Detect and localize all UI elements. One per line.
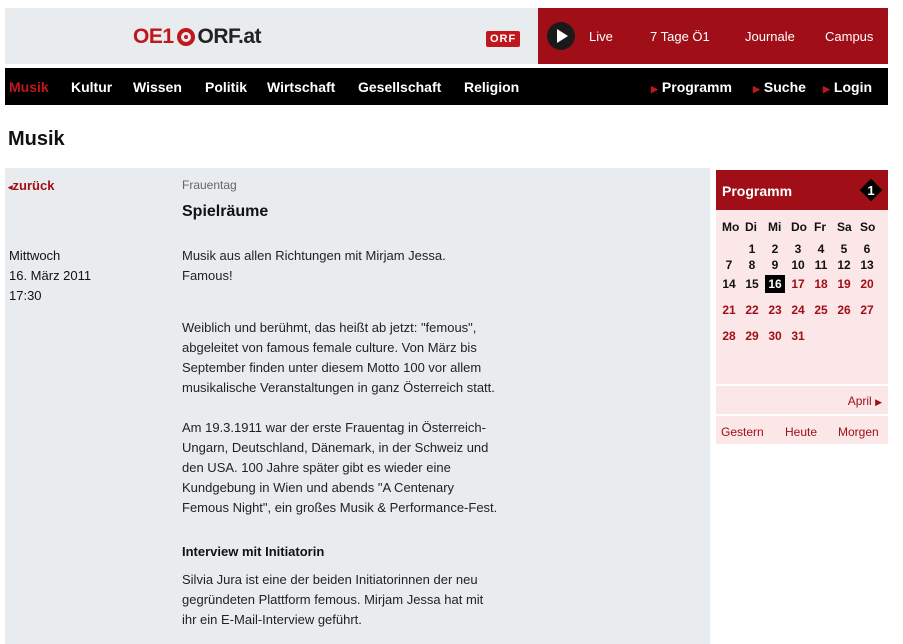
intro-line: Musik aus allen Richtungen mit Mirjam Jessa.	[182, 248, 446, 263]
link-heute[interactable]: Heute	[785, 425, 818, 439]
calendar-day[interactable]: 27	[860, 303, 874, 317]
calendar-day[interactable]: 30	[768, 329, 782, 343]
calendar-day[interactable]: 8	[748, 258, 756, 272]
calendar-day[interactable]: 2	[771, 242, 779, 256]
calendar-day[interactable]: 29	[745, 329, 759, 343]
time: 17:30	[9, 288, 42, 303]
channel-number: 1	[867, 183, 875, 198]
text-line: musikalische Veranstaltungen in ganz Österreich statt.	[182, 380, 495, 395]
text-line: ihr ein E-Mail-Interview geführt.	[182, 612, 362, 627]
calendar-day[interactable]: 17	[791, 277, 805, 291]
calendar-weekday: Sa	[837, 220, 852, 234]
arrow-right-icon: ▶	[875, 397, 882, 407]
oe1-diamond-icon	[860, 179, 882, 201]
paragraph-3	[182, 570, 552, 630]
calendar-day[interactable]: 15	[745, 277, 759, 291]
nav-wirtschaft[interactable]: Wirtschaft	[267, 79, 336, 95]
back-link[interactable]	[8, 178, 54, 193]
broadcast-date	[9, 246, 91, 306]
calendar	[716, 210, 888, 384]
calendar-weekday: Mo	[722, 220, 740, 234]
text-line: Weiblich und berühmt, das heißt ab jetzt: "femous",	[182, 320, 477, 335]
calendar-day[interactable]: 12	[837, 258, 851, 272]
logo-orf-text: ORF.at	[197, 25, 262, 48]
calendar-day[interactable]: 20	[860, 277, 874, 291]
text-line: gegründeten Plattform femous. Mirjam Jessa hat mit	[182, 592, 484, 607]
calendar-day[interactable]: 3	[794, 242, 802, 256]
nav-gesellschaft[interactable]: Gesellschaft	[358, 79, 442, 95]
calendar-weekday: Do	[791, 220, 807, 234]
calendar-day[interactable]: 4	[817, 242, 825, 256]
subheading: Interview mit Initiatorin	[182, 544, 325, 559]
calendar-weekday: Di	[745, 220, 757, 234]
nav-programm-label: Programm	[661, 79, 732, 95]
topnav-live[interactable]: Live	[589, 29, 613, 44]
page-title: Musik	[8, 128, 65, 150]
text-line: Silvia Jura ist eine der beiden Initiatorinnen der neu	[182, 572, 478, 587]
main-nav	[5, 68, 888, 105]
next-month-link[interactable]	[848, 394, 882, 408]
category-label: Frauentag	[182, 178, 237, 192]
topnav-campus[interactable]: Campus	[825, 29, 874, 44]
text-line: Ungarn, Deutschland, Dänemark, in der Schweiz und	[182, 440, 489, 455]
link-gestern[interactable]: Gestern	[721, 425, 764, 439]
nav-wissen[interactable]: Wissen	[133, 79, 182, 95]
calendar-day-today[interactable]: 16	[765, 275, 785, 293]
calendar-day[interactable]: 13	[860, 258, 874, 272]
oe1-orf-logo[interactable]	[133, 25, 261, 49]
calendar-day[interactable]: 28	[722, 329, 736, 343]
paragraph-2	[182, 418, 552, 518]
nav-programm[interactable]	[651, 79, 732, 95]
text-line: den USA. 100 Jahre später gibt es wieder eine	[182, 460, 451, 475]
nav-login[interactable]	[823, 79, 872, 95]
calendar-day[interactable]: 21	[722, 303, 736, 317]
calendar-day[interactable]: 14	[722, 277, 736, 291]
calendar-day[interactable]: 23	[768, 303, 782, 317]
calendar-day[interactable]: 6	[863, 242, 871, 256]
paragraph-1	[182, 318, 552, 398]
arrow-left-icon: ◂	[8, 182, 13, 192]
calendar-day[interactable]: 5	[840, 242, 848, 256]
text-line: Am 19.3.1911 war der erste Frauentag in Österreich-	[182, 420, 486, 435]
back-label: zurück	[12, 178, 55, 193]
calendar-day[interactable]: 25	[814, 303, 828, 317]
logo-oe1-text: OE1	[133, 25, 174, 48]
nav-politik[interactable]: Politik	[205, 79, 248, 95]
calendar-day[interactable]: 18	[814, 277, 828, 291]
calendar-day[interactable]: 11	[814, 258, 828, 272]
top-nav	[538, 8, 888, 64]
topnav-7tage[interactable]: 7 Tage Ö1	[650, 29, 710, 44]
orf-ring-icon	[177, 28, 195, 46]
date: 16. März 2011	[9, 268, 92, 283]
calendar-day[interactable]: 22	[745, 303, 759, 317]
calendar-day[interactable]: 10	[791, 258, 805, 272]
calendar-day[interactable]: 26	[837, 303, 851, 317]
text-line: Kundgebung in Wien und abends "A Centenary	[182, 480, 455, 495]
nav-musik[interactable]: Musik	[9, 79, 49, 95]
programm-header[interactable]	[716, 170, 888, 210]
calendar-day[interactable]: 1	[748, 242, 756, 256]
calendar-weekday: So	[860, 220, 876, 234]
programm-widget	[716, 170, 888, 444]
text-line: Femous Night", ein großes Musik & Performance-Fest.	[182, 500, 498, 515]
nav-kultur[interactable]: Kultur	[71, 79, 113, 95]
orf-badge[interactable]: ORF	[486, 31, 520, 47]
arrow-right-icon: ▶	[651, 84, 658, 94]
nav-login-label: Login	[833, 79, 873, 95]
link-morgen[interactable]: Morgen	[838, 425, 879, 439]
day-links-row	[716, 414, 888, 444]
intro-line: Famous!	[182, 268, 233, 283]
text-line: abgeleitet von famous female culture. Von März bis	[182, 340, 477, 355]
calendar-day[interactable]: 31	[791, 329, 805, 343]
topnav-journale[interactable]: Journale	[745, 29, 795, 44]
text-line: September finden unter diesem Motto 100 vor allem	[182, 360, 482, 375]
arrow-right-icon: ▶	[823, 84, 830, 94]
next-month-label: April	[847, 394, 872, 408]
show-title: Spielräume	[182, 203, 269, 220]
calendar-day[interactable]: 19	[837, 277, 851, 291]
calendar-day[interactable]: 9	[771, 258, 779, 272]
play-icon[interactable]	[547, 22, 575, 50]
nav-religion[interactable]: Religion	[464, 79, 520, 95]
calendar-day[interactable]: 7	[725, 258, 733, 272]
nav-suche[interactable]	[753, 79, 806, 95]
calendar-weekday: Fr	[814, 220, 826, 234]
weekday: Mittwoch	[9, 248, 61, 263]
programm-title: Programm	[722, 183, 793, 199]
nav-suche-label: Suche	[763, 79, 806, 95]
calendar-weekday: Mi	[768, 220, 782, 234]
intro-paragraph	[182, 246, 552, 286]
next-month-row	[716, 384, 888, 414]
calendar-day[interactable]: 24	[791, 303, 805, 317]
arrow-right-icon: ▶	[753, 84, 760, 94]
